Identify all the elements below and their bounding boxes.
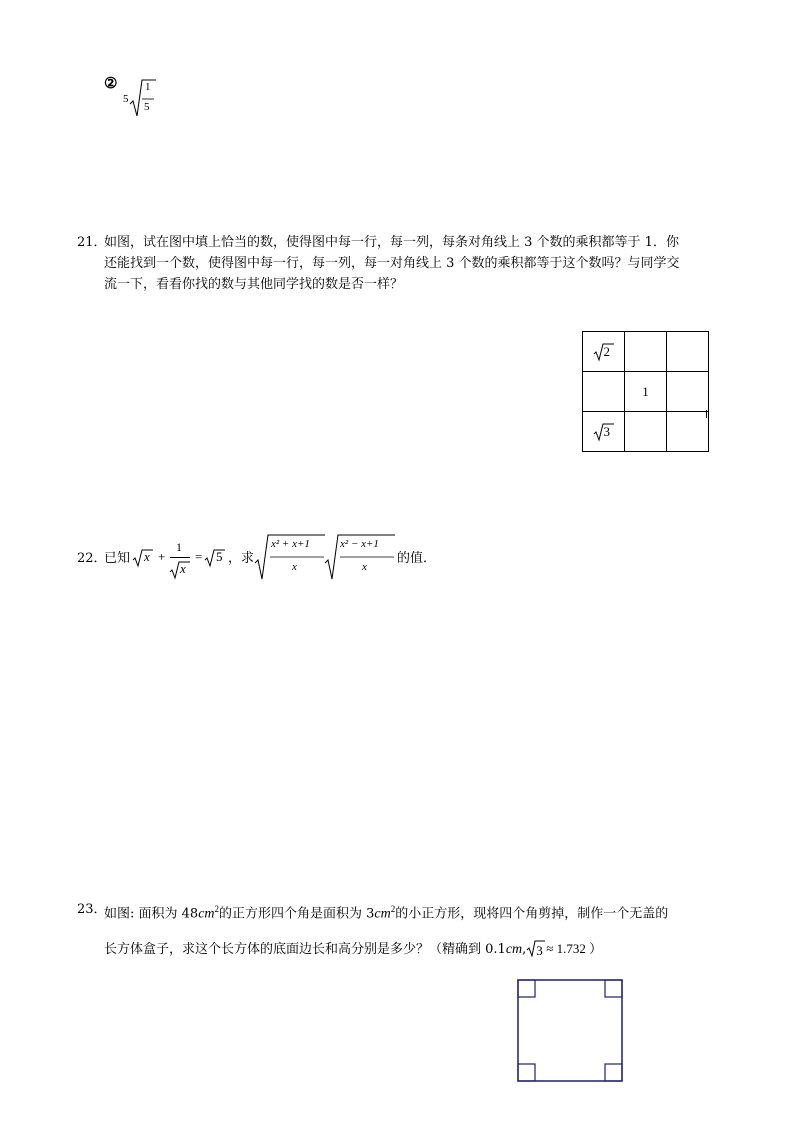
q22-numerator-2: x² − x+1	[340, 538, 379, 550]
q22-suffix: 的值．	[397, 551, 437, 566]
q21-number: 21．	[77, 235, 107, 250]
q21-line-3: 流一下，看看你找的数与其他同学找的数是否一样？	[104, 277, 404, 292]
q23-line-1-b: 的正方形四个角是面积为 3	[219, 906, 375, 922]
q23-line-1-a: 如图: 面积为 48	[104, 906, 199, 922]
grid-cell	[625, 332, 667, 372]
q22-five: 5	[216, 549, 223, 564]
grid-cell	[583, 332, 625, 372]
q21-line-1: 如图，试在图中填上恰当的数，使得图中每一行，每一列，每条对角线上 3 个数的乘积都等于 1．你	[104, 235, 679, 250]
q22-denominator-1: x	[292, 561, 297, 573]
sqrt-3: 3	[593, 422, 615, 442]
q23-number: 23．	[77, 902, 107, 917]
item-2-coefficient: 5	[123, 93, 129, 105]
q22-comma-seek: ，求	[228, 551, 255, 566]
q22-frac-bar	[170, 557, 190, 558]
q23-unit-3: cm	[505, 942, 523, 957]
radical-sign-icon	[132, 548, 154, 568]
radical-sign-icon	[204, 548, 226, 568]
grid-cell	[667, 372, 709, 412]
grid-edge-mark	[706, 410, 707, 418]
circled-number-2: ②	[104, 74, 118, 92]
q22-number: 22．	[77, 551, 107, 566]
grid-cell	[583, 372, 625, 412]
q22-prefix: 已知	[104, 551, 131, 566]
q23-square-2: 2	[390, 904, 396, 914]
grid-row	[583, 332, 709, 372]
q23-sqrt-3: 3	[526, 939, 546, 957]
grid-cell-center: 1	[625, 372, 667, 412]
grid-cell	[667, 332, 709, 372]
grid-row	[583, 372, 709, 412]
q22-x-2: x	[180, 561, 186, 576]
q23-line-2-a: 长方体盒子，求这个长方体的底面边长和高分别是多少？（精确到 0.1	[104, 942, 506, 957]
grid-row	[583, 412, 709, 452]
q21-line-2: 还能找到一个数，使得图中每一行，每一列，每一对角线上 3 个数的乘积都等于这个数吗？与同学交	[104, 256, 680, 271]
q23-line-2-c: ≈ 1.732 ）	[546, 941, 603, 956]
item-2	[104, 74, 164, 124]
grid-cell	[583, 412, 625, 452]
q23-square-1: 2	[214, 904, 220, 914]
item-2-numerator: 1	[145, 81, 151, 93]
q23-line-1-c: 的小正方形，现将四个角剪掉，制作一个无盖的	[395, 906, 669, 922]
q23-unit-1: cm	[198, 906, 215, 922]
q22-frac-num: 1	[176, 540, 182, 554]
q23-unit-2: cm	[374, 906, 391, 922]
magic-square-grid	[582, 331, 709, 452]
q22-x-1: x	[144, 549, 150, 564]
grid-cell	[667, 412, 709, 452]
q22-denominator-2: x	[362, 561, 367, 573]
grid-cell	[625, 412, 667, 452]
sqrt-2: 2	[593, 342, 615, 362]
q22-equals: =	[195, 549, 203, 564]
square-with-cut-corners-diagram	[517, 979, 625, 1083]
q23-line-1	[104, 898, 668, 925]
q22-expression	[104, 530, 444, 586]
grid-table	[582, 331, 709, 452]
item-2-radical-sign	[129, 78, 157, 120]
q22-plus: +	[158, 549, 166, 564]
q23-line-2	[104, 937, 602, 961]
q22-numerator-1: x² + x+1	[271, 538, 310, 550]
item-2-denominator: 5	[144, 101, 150, 113]
q23-line-2-comma: ,	[522, 942, 527, 957]
